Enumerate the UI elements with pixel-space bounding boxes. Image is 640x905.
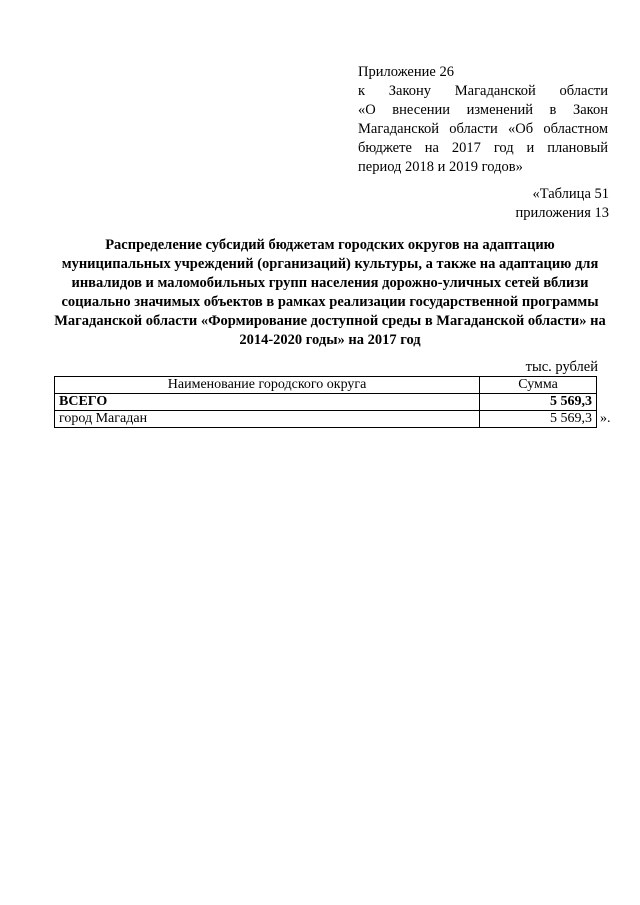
table-row	[55, 411, 597, 428]
table-reference-line: «Таблица 51	[532, 186, 609, 202]
annex-line: Магаданской области «Об областном	[358, 121, 608, 137]
annex-line: бюджете на 2017 год и плановый	[358, 140, 608, 156]
subsidy-table	[54, 376, 597, 428]
total-sum-cell: 5 569,3	[480, 394, 597, 411]
annex-line: период 2018 и 2019 годов»	[358, 159, 523, 175]
row-name-cell: город Магадан	[55, 411, 480, 428]
table-reference	[516, 185, 609, 223]
annex-title: Приложение 26	[358, 64, 454, 80]
total-name-cell: ВСЕГО	[55, 394, 480, 411]
closing-quote: ».	[600, 411, 611, 426]
annex-reference	[358, 63, 608, 177]
unit-label: тыс. рублей	[525, 359, 598, 375]
annex-line: «О внесении изменений в Закон	[358, 102, 608, 118]
column-header-sum: Сумма	[480, 377, 597, 394]
document-heading: Распределение субсидий бюджетам городских округов на адаптацию муниципальных учреждений (организаций) культуры, а также на адаптацию для инвалидов и маломобильных групп населения дорожно-уличных сетей вблизи социально значимых объектов в рамках реализации государственной программы Магаданской области «Формирование доступной среды в Магаданской области» на 2014-2020 годы» на 2017 год	[54, 237, 606, 348]
table-header-row	[55, 377, 597, 394]
annex-line: к Закону Магаданской области	[358, 83, 608, 99]
column-header-name: Наименование городского округа	[55, 377, 480, 394]
table-row-total	[55, 394, 597, 411]
row-sum-cell: 5 569,3	[480, 411, 597, 428]
table-reference-line: приложения 13	[515, 205, 609, 221]
